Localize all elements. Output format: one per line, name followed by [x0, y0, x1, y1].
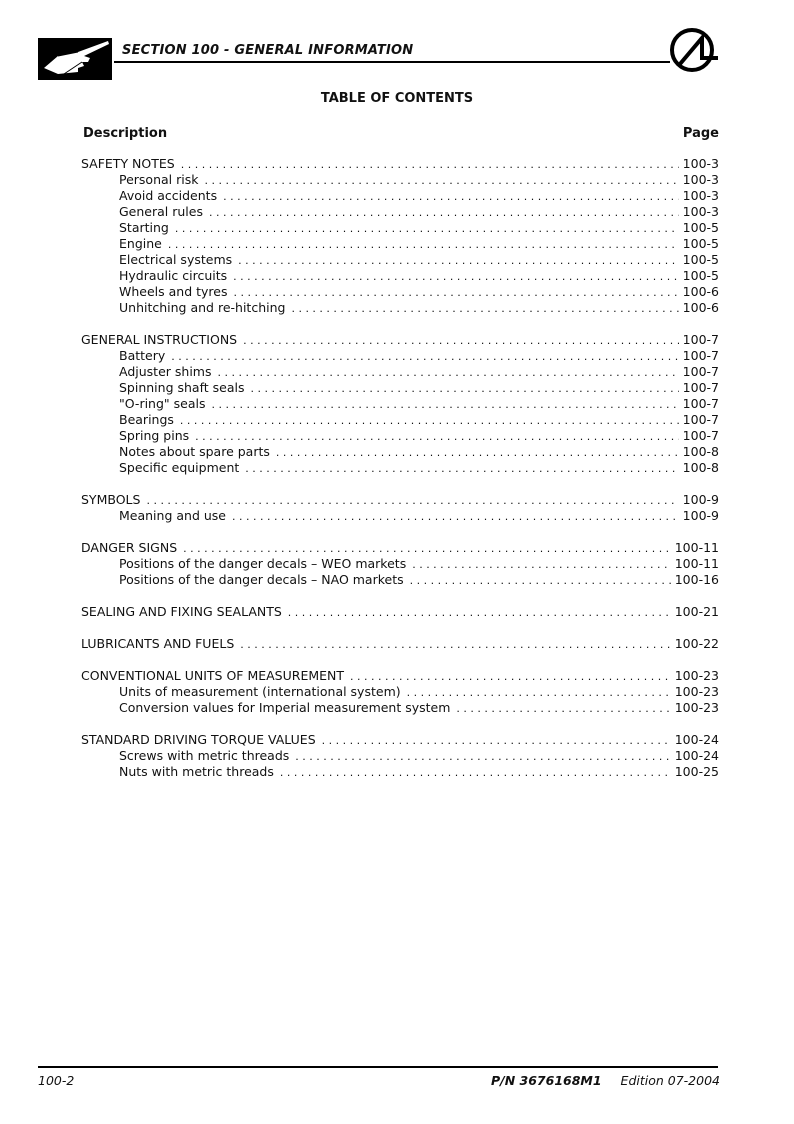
toc-entry [81, 332, 719, 348]
toc-leader-dots [238, 253, 679, 269]
section-title: SECTION 100 - GENERAL INFORMATION [122, 43, 414, 58]
toc-entry-page: 100-21 [674, 604, 719, 619]
toc-subentry [81, 268, 719, 284]
toc-leader-dots [350, 669, 671, 685]
toc-entry-page: 100-6 [682, 300, 719, 315]
toc-group [81, 604, 719, 620]
toc-entry-label: Notes about spare parts [119, 444, 270, 459]
toc-entry-label: LUBRICANTS AND FUELS [81, 636, 235, 651]
toc-subentry [81, 700, 719, 716]
toc-entry-label: Units of measurement (international system) [119, 684, 401, 699]
toc-entry-label: Positions of the danger decals – WEO markets [119, 556, 407, 571]
toc-entry-page: 100-9 [682, 508, 719, 523]
toc-subentry [81, 444, 719, 460]
toc-entry-label: Battery [119, 348, 166, 363]
toc-entry-page: 100-7 [682, 332, 719, 347]
toc-leader-dots [251, 381, 679, 397]
column-header-page: Page [682, 126, 719, 141]
toc-entry-page: 100-9 [682, 492, 719, 507]
toc-entry-page: 100-3 [682, 204, 719, 219]
pointing-hand-icon [38, 38, 112, 80]
toc-entry-label: Spinning shaft seals [119, 380, 245, 395]
footer-divider [38, 1066, 718, 1068]
toc-entry-label: GENERAL INSTRUCTIONS [81, 332, 238, 347]
toc-subentry [81, 428, 719, 444]
toc-leader-dots [322, 733, 671, 749]
toc-leader-dots [146, 493, 678, 509]
toc-entry-label: DANGER SIGNS [81, 540, 178, 555]
toc-subentry [81, 188, 719, 204]
toc-leader-dots [407, 685, 671, 701]
brand-logo-icon [668, 26, 720, 74]
toc-leader-dots [212, 397, 679, 413]
toc-entry-label: Electrical systems [119, 252, 233, 267]
toc-entry-label: CONVENTIONAL UNITS OF MEASUREMENT [81, 668, 345, 683]
toc-subentry [81, 172, 719, 188]
toc-entry-label: Meaning and use [119, 508, 226, 523]
toc-leader-dots [204, 173, 678, 189]
toc-entry-label: Specific equipment [119, 460, 240, 475]
toc-leader-dots [240, 637, 670, 653]
footer-part-number: P/N 3676168M1 [491, 1073, 602, 1088]
toc-entry [81, 604, 719, 620]
toc-entry-page: 100-3 [682, 172, 719, 187]
toc-entry-page: 100-8 [682, 460, 719, 475]
toc-subentry [81, 252, 719, 268]
toc-group [81, 668, 719, 716]
toc-entry-label: Screws with metric threads [119, 748, 290, 763]
toc-entry-label: STANDARD DRIVING TORQUE VALUES [81, 732, 316, 747]
toc-entry-page: 100-5 [682, 236, 719, 251]
toc-subentry [81, 460, 719, 476]
toc-group [81, 492, 719, 524]
toc-entry-label: Unhitching and re-hitching [119, 300, 286, 315]
toc-entry [81, 636, 719, 652]
toc-entry [81, 156, 719, 172]
toc-entry-page: 100-16 [674, 572, 719, 587]
toc-leader-dots [412, 557, 671, 573]
toc-subentry [81, 396, 719, 412]
toc-entry-label: Bearings [119, 412, 174, 427]
column-header-description: Description [83, 126, 168, 141]
toc-entry-page: 100-24 [674, 732, 719, 747]
toc-leader-dots [410, 573, 671, 589]
toc-entry-label: Starting [119, 220, 169, 235]
toc-entry-label: SAFETY NOTES [81, 156, 175, 171]
toc-entry-page: 100-7 [682, 348, 719, 363]
toc-entry-page: 100-7 [682, 380, 719, 395]
toc-entry-page: 100-5 [682, 220, 719, 235]
toc-entry-label: "O-ring" seals [119, 396, 206, 411]
toc-leader-dots [223, 189, 679, 205]
toc-leader-dots [209, 205, 679, 221]
toc-entry-label: Nuts with metric threads [119, 764, 274, 779]
toc-leader-dots [180, 413, 679, 429]
toc-entry-label: Hydraulic circuits [119, 268, 228, 283]
toc-entry-label: Personal risk [119, 172, 199, 187]
toc-leader-dots [288, 605, 671, 621]
toc-leader-dots [195, 429, 679, 445]
toc-leader-dots [291, 301, 678, 317]
toc-entry-label: SEALING AND FIXING SEALANTS [81, 604, 282, 619]
footer-page-number: 100-2 [38, 1073, 75, 1088]
toc-entry-page: 100-23 [674, 668, 719, 683]
toc-entry-page: 100-23 [674, 684, 719, 699]
toc-entry [81, 492, 719, 508]
toc-title: TABLE OF CONTENTS [320, 91, 474, 106]
toc-leader-dots [232, 509, 679, 525]
toc-leader-dots [175, 221, 679, 237]
toc-subentry [81, 348, 719, 364]
toc-subentry [81, 572, 719, 588]
toc-entry-page: 100-24 [674, 748, 719, 763]
toc-leader-dots [233, 269, 679, 285]
toc-leader-dots [217, 365, 678, 381]
toc-group [81, 540, 719, 588]
toc-leader-dots [181, 157, 679, 173]
header-divider [114, 61, 670, 63]
toc-subentry [81, 220, 719, 236]
toc-group [81, 332, 719, 476]
toc-entry-page: 100-11 [674, 556, 719, 571]
toc-group [81, 732, 719, 780]
toc-subentry [81, 684, 719, 700]
toc-leader-dots [245, 461, 678, 477]
toc-entry-label: Engine [119, 236, 162, 251]
toc-leader-dots [183, 541, 671, 557]
toc-leader-dots [233, 285, 678, 301]
toc-entry-label: Conversion values for Imperial measurement system [119, 700, 451, 715]
toc-entry-page: 100-23 [674, 700, 719, 715]
toc-entry-label: SYMBOLS [81, 492, 141, 507]
toc-subentry [81, 556, 719, 572]
toc-entry-page: 100-7 [682, 364, 719, 379]
toc-entry-label: General rules [119, 204, 203, 219]
toc-leader-dots [280, 765, 671, 781]
toc-entry [81, 732, 719, 748]
toc-subentry [81, 364, 719, 380]
toc-entry-page: 100-5 [682, 268, 719, 283]
toc-entry-page: 100-11 [674, 540, 719, 555]
toc-subentry [81, 284, 719, 300]
toc-subentry [81, 764, 719, 780]
toc-entry [81, 540, 719, 556]
toc-subentry [81, 380, 719, 396]
toc-entry-page: 100-25 [674, 764, 719, 779]
toc-leader-dots [276, 445, 679, 461]
toc-entry-page: 100-6 [682, 284, 719, 299]
toc-entry-page: 100-22 [674, 636, 719, 651]
toc-entry-label: Wheels and tyres [119, 284, 228, 299]
toc-subentry [81, 204, 719, 220]
toc-entry-page: 100-3 [682, 156, 719, 171]
toc-entry-page: 100-8 [682, 444, 719, 459]
toc-leader-dots [456, 701, 670, 717]
toc-leader-dots [171, 349, 678, 365]
toc-group [81, 156, 719, 316]
toc-entry [81, 668, 719, 684]
toc-leader-dots [243, 333, 679, 349]
toc-entry-label: Adjuster shims [119, 364, 212, 379]
toc-entry-page: 100-5 [682, 252, 719, 267]
toc-entry-label: Positions of the danger decals – NAO markets [119, 572, 404, 587]
footer-edition: Edition 07-2004 [620, 1073, 720, 1088]
toc-leader-dots [168, 237, 679, 253]
toc-subentry [81, 748, 719, 764]
toc-entry-page: 100-7 [682, 428, 719, 443]
toc-group [81, 636, 719, 652]
toc-leader-dots [295, 749, 670, 765]
toc-subentry [81, 508, 719, 524]
toc-entry-label: Spring pins [119, 428, 190, 443]
table-of-contents [81, 156, 719, 796]
toc-subentry [81, 412, 719, 428]
toc-entry-page: 100-7 [682, 412, 719, 427]
toc-subentry [81, 236, 719, 252]
toc-entry-label: Avoid accidents [119, 188, 218, 203]
toc-subentry [81, 300, 719, 316]
toc-entry-page: 100-7 [682, 396, 719, 411]
toc-entry-page: 100-3 [682, 188, 719, 203]
